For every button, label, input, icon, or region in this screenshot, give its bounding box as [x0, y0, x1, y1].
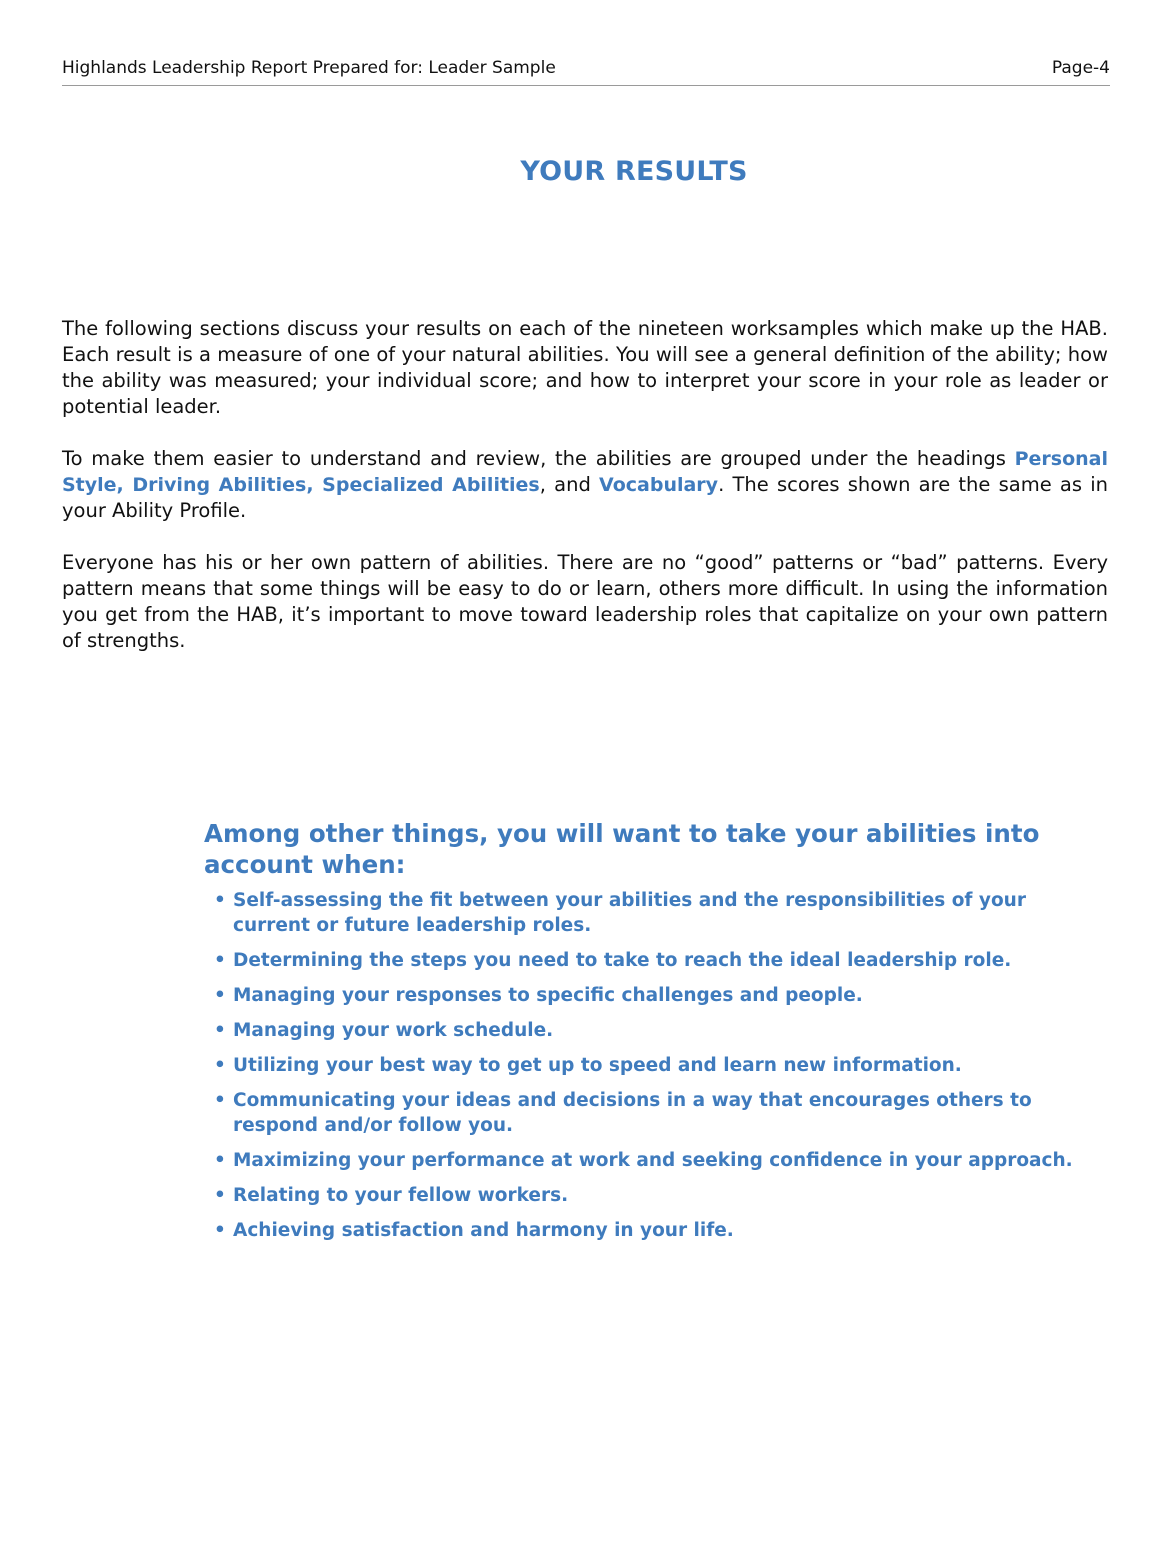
list-item-text: Maximizing your performance at work and seeking confidence in your approach.	[233, 1150, 1073, 1171]
bullet-icon: •	[214, 950, 226, 971]
list-item	[204, 1148, 1084, 1173]
list-item-text: Achieving satisfaction and harmony in your life.	[233, 1220, 734, 1241]
page-header	[62, 57, 1110, 86]
ability-headings: Personal Style, Driving Abilities, Specialized Abilities	[62, 448, 1108, 496]
intro-p2-and: , and	[539, 473, 600, 496]
page-number: Page-4	[1051, 58, 1110, 78]
list-item	[204, 888, 1084, 938]
list-item-text: Determining the steps you need to take to reach the ideal leadership role.	[233, 950, 1012, 971]
list-item	[204, 1088, 1084, 1138]
callout-list	[204, 888, 1084, 1243]
intro-paragraph-3: Everyone has his or her own pattern of abilities. There are no “good” patterns or “bad” patterns. Every pattern means that some things will be easy to do or learn, others more difficult. In using the information you get from the HAB, it’s important to move toward leadership roles that capitalize on your own pattern of strengths.	[62, 551, 1108, 652]
bullet-icon: •	[214, 890, 226, 911]
intro-paragraph-1: The following sections discuss your results on each of the nineteen worksamples which make up the HAB. Each result is a measure of one of your natural abilities. You will see a general definition of the ability; how the ability was measured; your individual score; and how to interpret your score in your role as leader or potential leader.	[62, 317, 1108, 418]
list-item	[204, 1218, 1084, 1243]
callout-heading: Among other things, you will want to take your abilities into account when:	[204, 819, 1040, 879]
bullet-icon: •	[214, 1055, 226, 1076]
bullet-icon: •	[214, 985, 226, 1006]
list-item	[204, 1183, 1084, 1208]
list-item	[204, 1053, 1084, 1078]
list-item	[204, 948, 1084, 973]
intro-section	[62, 316, 1108, 680]
intro-p2-lead: To make them easier to understand and review, the abilities are grouped under the headings	[62, 447, 1015, 470]
list-item	[204, 983, 1084, 1008]
bullet-icon: •	[214, 1020, 226, 1041]
bullet-icon: •	[214, 1185, 226, 1206]
list-item-text: Relating to your fellow workers.	[233, 1185, 569, 1206]
page-title: YOUR RESULTS	[520, 156, 748, 187]
report-title: Highlands Leadership Report Prepared for: Leader Sample	[62, 58, 556, 78]
bullet-icon: •	[214, 1220, 226, 1241]
list-item-text: Utilizing your best way to get up to speed and learn new information.	[233, 1055, 962, 1076]
list-item	[204, 1018, 1084, 1043]
list-item-text: Communicating your ideas and decisions in a way that encourages others to respond and/or follow you.	[233, 1090, 1032, 1136]
abilities-callout	[204, 818, 1084, 1253]
list-item-text: Managing your work schedule.	[233, 1020, 554, 1041]
vocabulary-heading: Vocabulary	[599, 474, 719, 496]
intro-p2-tail: . The scores shown are the same as in your Ability Profile.	[62, 473, 1108, 522]
list-item-text: Self-assessing the fit between your abilities and the responsibilities of your current or future leadership roles.	[233, 890, 1026, 936]
bullet-icon: •	[214, 1150, 226, 1171]
bullet-icon: •	[214, 1090, 226, 1111]
intro-paragraph-2	[62, 446, 1108, 524]
list-item-text: Managing your responses to specific challenges and people.	[233, 985, 863, 1006]
